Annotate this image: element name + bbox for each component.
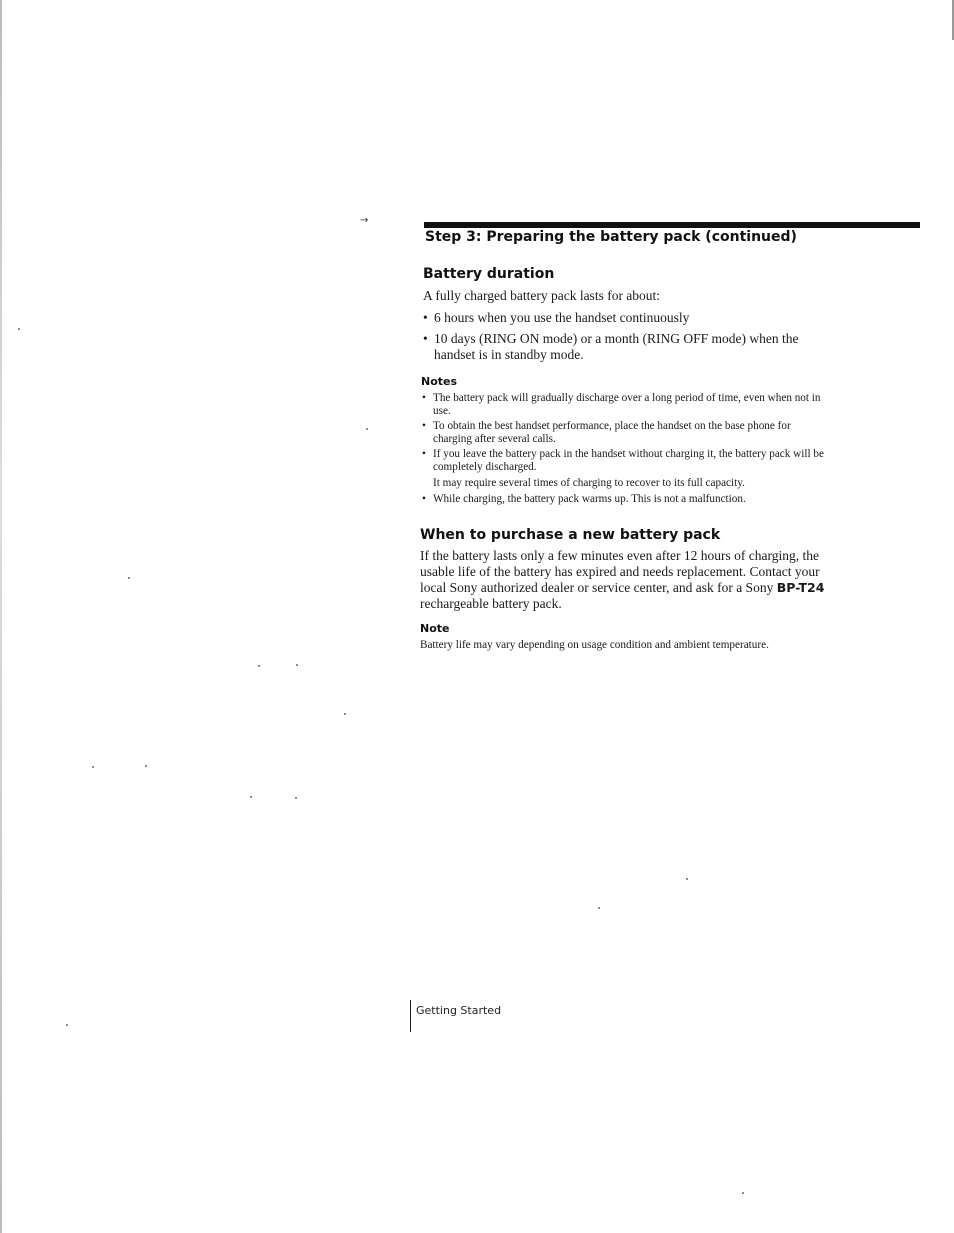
scan-left-edge [0, 0, 2, 1233]
battery-duration-heading: Battery duration [423, 266, 555, 282]
scan-speck [250, 796, 252, 798]
new-battery-heading: When to purchase a new battery pack [420, 527, 721, 543]
notes-list-last [422, 493, 832, 508]
list-item: • If you leave the battery pack in the handset without charging it, the battery pack will be completely discharged. [422, 448, 832, 474]
battery-model: BP-T24 [776, 580, 825, 595]
footer-section: Getting Started [416, 1004, 502, 1017]
notes-heading: Notes [421, 375, 458, 388]
list-item: • 10 days (RING ON mode) or a month (RING OFF mode) when the handset is in standby mode. [423, 331, 833, 363]
scan-speck [366, 428, 368, 430]
scan-speck [686, 878, 688, 880]
scan-speck [66, 1024, 68, 1026]
footer-divider [410, 1000, 411, 1032]
scan-speck [598, 907, 600, 909]
scan-speck [344, 713, 346, 715]
scan-speck [92, 766, 94, 768]
new-battery-paragraph [420, 548, 830, 612]
list-item: • To obtain the best handset performance, place the handset on the base phone for charging after several calls. [422, 420, 832, 446]
list-item: • While charging, the battery pack warms up. This is not a malfunction. [422, 493, 832, 506]
battery-duration-intro: A fully charged battery pack lasts for about: [423, 288, 661, 303]
note-heading: Note [420, 622, 450, 635]
list-item: • The battery pack will gradually discharge over a long period of time, even when not in use. [422, 392, 832, 418]
scan-speck [742, 1192, 744, 1194]
notes-continuation: It may require several times of charging to recover to its full capacity. [433, 477, 745, 489]
scan-speck [295, 797, 297, 799]
scan-speck [128, 577, 130, 579]
scan-speck [258, 665, 260, 667]
scan-speck [145, 765, 147, 767]
note-text: Battery life may vary depending on usage condition and ambient temperature. [420, 639, 769, 651]
notes-list [422, 392, 832, 476]
battery-duration-list [423, 310, 833, 368]
scan-speck [18, 328, 20, 330]
section-rule [424, 222, 920, 228]
margin-mark: → [360, 215, 369, 226]
new-battery-text: If the battery lasts only a few minutes even after 12 hours of charging, the usable life of the battery has expired and needs replacement. Contact your local Sony authorized dealer or service center, and ask for a Sony [420, 548, 820, 595]
list-item: • 6 hours when you use the handset continuously [423, 310, 833, 326]
new-battery-text-end: rechargeable battery pack. [420, 596, 562, 611]
scan-speck [296, 664, 298, 666]
section-title: Step 3: Preparing the battery pack (continued) [425, 229, 797, 245]
